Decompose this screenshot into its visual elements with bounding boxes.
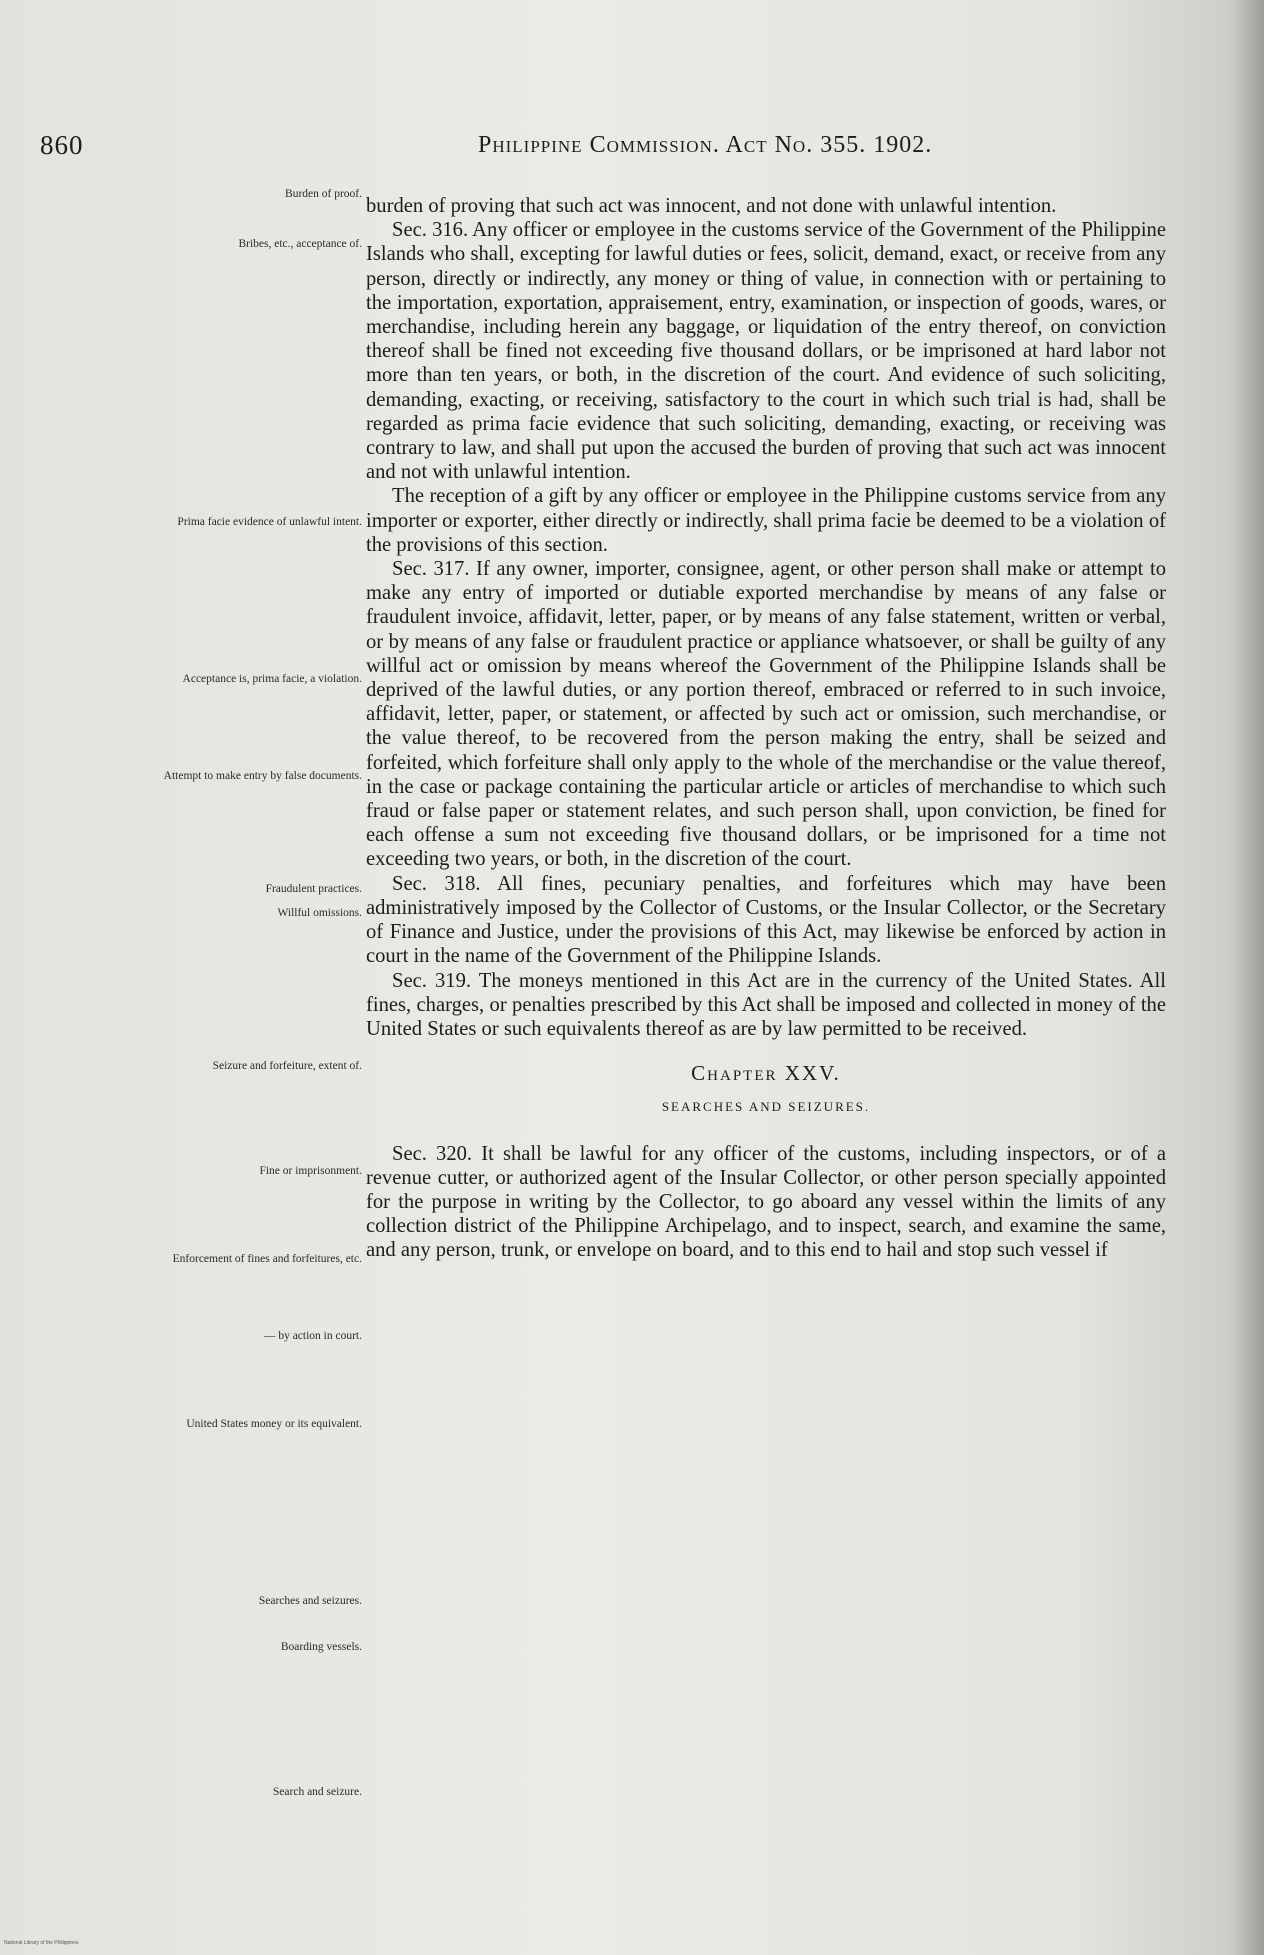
margin-note: Searches and seizures. bbox=[258, 1595, 362, 1607]
margin-note: Enforcement of fines and forfeitures, etc. bbox=[172, 1253, 362, 1265]
margin-note: Attempt to make entry by false documents. bbox=[163, 770, 362, 782]
paragraph-sec-316: Sec. 316. Any officer or employee in the customs service of the Government of the Philippine Islands who shall, excepting for lawful duties or fees, solicit, demand, exact, or receive from any person, directly or indirectly, any money or thing of value, in connection with or pertaining to the importation, exportation, appraisement, entry, examination, or inspection of goods, wares, or merchandise, including herein any baggage, or liquidation of the entry thereof, on conviction thereof shall be fined not exceeding five thousand dollars, or be imprisoned at hard labor not more than ten years, or both, in the discretion of the court. And evidence of such soliciting, demanding, exacting, or receiving, satisfactory to the court in which such trial is had, shall be regarded as prima facie evidence that such soliciting, demanding, exacting, or receiving was contrary to law, and shall put upon the accused the burden of proving that such act was innocent and not with unlawful intention. bbox=[366, 219, 1166, 484]
margin-note: Burden of proof. bbox=[285, 188, 362, 200]
paragraph: The reception of a gift by any officer or employee in the Philippine customs service from any importer or exporter, either directly or indirectly, shall prima facie be deemed to be a violation of the provisions of this section. bbox=[366, 485, 1166, 556]
paragraph-sec-320: Sec. 320. It shall be lawful for any officer of the customs, including inspectors, or of a revenue cutter, or authorized agent of the Insular Collector, or other person specially appointed for the purpose in writing by the Collector, to go aboard any vessel within the limits of any collection district of the Philippine Archipelago, and to inspect, search, and examine the same, and any person, trunk, or envelope on board, and to this end to hail and stop such vessel if bbox=[366, 1142, 1166, 1262]
margin-note: United States money or its equivalent. bbox=[186, 1418, 362, 1430]
margin-note: Bribes, etc., acceptance of. bbox=[238, 238, 362, 250]
margin-note: Fraudulent practices. bbox=[265, 883, 362, 895]
body-text bbox=[366, 194, 1166, 1263]
margin-note: Fine or imprisonment. bbox=[259, 1165, 362, 1177]
running-head: Philippine Commission. Act No. 355. 1902. bbox=[478, 132, 933, 158]
chapter-subtitle: SEARCHES AND SEIZURES. bbox=[661, 1099, 871, 1115]
margin-notes bbox=[140, 0, 362, 1955]
margin-note: Search and seizure. bbox=[272, 1786, 362, 1798]
page-shadow-edge bbox=[1230, 0, 1264, 1955]
margin-note: Willful omissions. bbox=[277, 907, 362, 919]
margin-note: Seizure and forfeiture, extent of. bbox=[212, 1060, 362, 1072]
chapter-title: Chapter XXV. bbox=[691, 1061, 841, 1086]
margin-note: — by action in court. bbox=[263, 1330, 362, 1342]
paragraph: burden of proving that such act was innocent, and not done with unlawful intention. bbox=[366, 195, 1057, 217]
paragraph-sec-319: Sec. 319. The moneys mentioned in this Act are in the currency of the United States. All fines, charges, or penalties prescribed by this Act shall be imposed and collected in money of the United States or such equivalents thereof as are by law permitted to be received. bbox=[366, 969, 1166, 1040]
margin-note: Prima facie evidence of unlawful intent. bbox=[177, 516, 362, 528]
page-number: 860 bbox=[40, 130, 84, 160]
margin-note: Acceptance is, prima facie, a violation. bbox=[182, 673, 362, 685]
paragraph-sec-318: Sec. 318. All fines, pecuniary penalties, and forfeitures which may have been administratively imposed by the Collector of Customs, or the Insular Collector, or the Secretary of Finance and Justice, under the provisions of this Act, may likewise be enforced by action in court in the name of the Government of the Philippine Islands. bbox=[366, 872, 1166, 968]
paragraph-sec-317: Sec. 317. If any owner, importer, consignee, agent, or other person shall make or attempt to make any entry of imported or dutiable exported merchandise by means of any false or fraudulent invoice, affidavit, letter, paper, or by means of any false statement, written or verbal, or by means of any false or fraudulent practice or appliance whatsoever, or shall be guilty of any willful act or omission by means whereof the Government of the Philippine Islands shall be deprived of the lawful duties, or any portion thereof, embraced or referred to in such invoice, affidavit, letter, paper, or statement, or affected by such act or omission, such merchandise, or the value thereof, to be recovered from the person making the entry, shall be seized and forfeited, which forfeiture shall only apply to the whole of the merchandise or the value thereof, in the case or package containing the particular article or articles of merchandise to which such fraud or false paper or statement relates, and such person shall, upon conviction, be fined for each offense a sum not exceeding five thousand dollars, or be imprisoned for a time not exceeding two years, or both, in the discretion of the court. bbox=[366, 558, 1166, 871]
library-stamp: National Library of the Philippines bbox=[4, 1940, 79, 1946]
margin-note: Boarding vessels. bbox=[280, 1641, 362, 1653]
